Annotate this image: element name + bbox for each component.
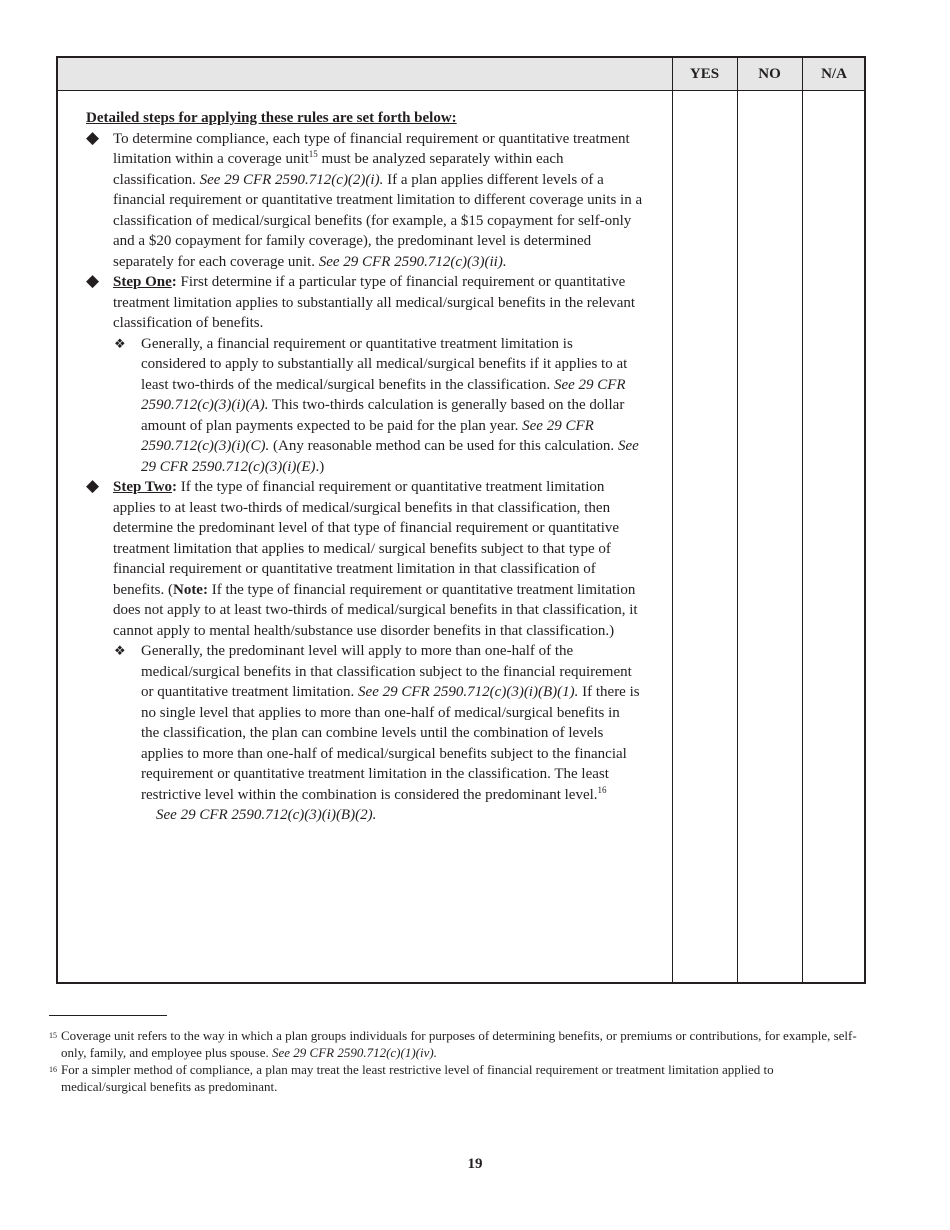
page-number: 19 bbox=[467, 1156, 483, 1172]
compliance-table bbox=[56, 56, 866, 984]
column-divider bbox=[737, 58, 738, 982]
diamond-bullet-icon: ◆ bbox=[86, 271, 100, 290]
sub-bullet-step-one: ❖ Generally, a financial requirement or quantitative treatment limitation is considered to apply to substantially all medical/surgical benefits if it applies to at least two-thirds of the medical/surgical benefits in the classification. See 29 CFR 2590.712(c)(3)(i)(A). This two-thirds calculation is generally based on the dollar amount of plan payments expected to be paid for the plan year. See 29 CFR 2590.712(c)(3)(i)(C). (Any reasonable method can be used for this calculation. See 29 CFR 2590.712(c)(3)(i)(E).) bbox=[114, 335, 639, 475]
diamond-bullet-icon: ◆ bbox=[86, 476, 100, 495]
fleuron-bullet-icon: ❖ bbox=[114, 643, 126, 658]
footnote-ref: 15 bbox=[308, 149, 318, 159]
column-header-yes: YES bbox=[689, 66, 720, 82]
bullet-coverage-unit: ◆ To determine compliance, each type of financial requirement or quantitative treatment limitation within a coverage unit$^{15}$ must be analyzed separately within each classification. See 29 CFR 2590.712(c)(2)(i). If a plan applies different levels of a financial requirement or quantitative treatment limitation to different coverage units in a classification of medical/surgical benefits (for example, a $15 copayment for self-only and a $20 copayment for family coverage), the predominant level is determined separately for each coverage unit. See 29 CFR 2590.712(c)(3)(ii). bbox=[86, 127, 643, 270]
column-divider bbox=[802, 58, 803, 982]
diamond-bullet-icon: ◆ bbox=[86, 127, 100, 147]
question-text bbox=[86, 108, 646, 826]
citation: See 29 CFR 2590.712(c)(2)(i). bbox=[199, 171, 384, 188]
column-header-na: N/A bbox=[821, 66, 847, 82]
citation: See 29 CFR 2590.712(c)(1)(iv). bbox=[271, 1045, 437, 1060]
step-two-label: Step Two bbox=[113, 479, 173, 495]
citation: See 29 CFR 2590.712(c)(3)(i)(A). bbox=[141, 376, 626, 413]
footnote-divider bbox=[49, 1015, 167, 1016]
citation: See 29 CFR 2590.712(c)(3)(i)(B)(1). bbox=[358, 684, 579, 700]
bullet-step-two: ◆ Step Two: If the type of financial requirement or quantitative treatment limitation applies to at least two-thirds of medical/surgical benefits in that classification, then determine the predominant level of that type of financial requirement or quantitative treatment limitation that applies to medical/ surgical benefits subject to that type of financial requirement or quantitative treatment limitation in that classification of benefits. (Note: If the type of financial requirement or quantitative treatment limitation does not apply to at least two-thirds of medical/surgical benefits in that classification, it cannot apply to mental health/substance use disorder benefits in that classification.) bbox=[86, 476, 638, 639]
footnote-16: 16 For a simpler method of compliance, a plan may treat the least restrictive level of financial requirement or treatment limitation applied to medical/surgical benefits as predominant. bbox=[49, 1062, 774, 1094]
citation: See 29 CFR 2590.712(c)(3)(i)(B)(2). bbox=[156, 807, 377, 823]
note-label: Note: bbox=[172, 581, 208, 598]
citation: See 29 CFR 2590.712(c)(3)(i)(C). bbox=[141, 417, 594, 454]
sub-bullet-step-two: ❖ Generally, the predominant level will apply to more than one-half of the medical/surgical benefits in that classification subject to the financial requirement or quantitative treatment limitation. See 29 CFR 2590.712(c)(3)(i)(B)(1). If there is no single level that applies to more than one-half of medical/surgical benefits in the classification, the plan can combine levels until the combination of levels applies to more than one-half of medical/surgical benefits subject to the financial requirement or quantitative treatment limitation in the classification. The least restrictive level within the combination is considered the predominant level.$^{16}$ See 29 CFR 2590.712(c)(3)(i)(B)(2). bbox=[114, 643, 640, 823]
citation: See 29 CFR 2590.712(c)(3)(ii). bbox=[318, 253, 507, 270]
footnote-15: 15 Coverage unit refers to the way in which a plan groups individuals for purposes of determining benefits, or premiums or contributions, for example, self-only, family, and employee plus spouse. See 29 CFR 2590.712(c)(1)(iv). bbox=[49, 1028, 857, 1060]
citation: See 29 CFR 2590.712(c)(3)(i)(E) bbox=[141, 438, 639, 475]
step-one-label: Step One bbox=[113, 274, 172, 290]
column-divider bbox=[672, 58, 673, 982]
fleuron-bullet-icon: ❖ bbox=[114, 335, 126, 351]
section-heading: Detailed steps for applying these rules are set forth below: bbox=[86, 110, 457, 126]
column-header-no: NO bbox=[758, 66, 781, 82]
bullet-step-one: ◆ Step One: First determine if a particular type of financial requirement or quantitative treatment limitation applies to substantially all medical/surgical benefits in the relevant classification of benefits. bbox=[86, 271, 636, 331]
footnote-ref: 16 bbox=[597, 784, 607, 795]
